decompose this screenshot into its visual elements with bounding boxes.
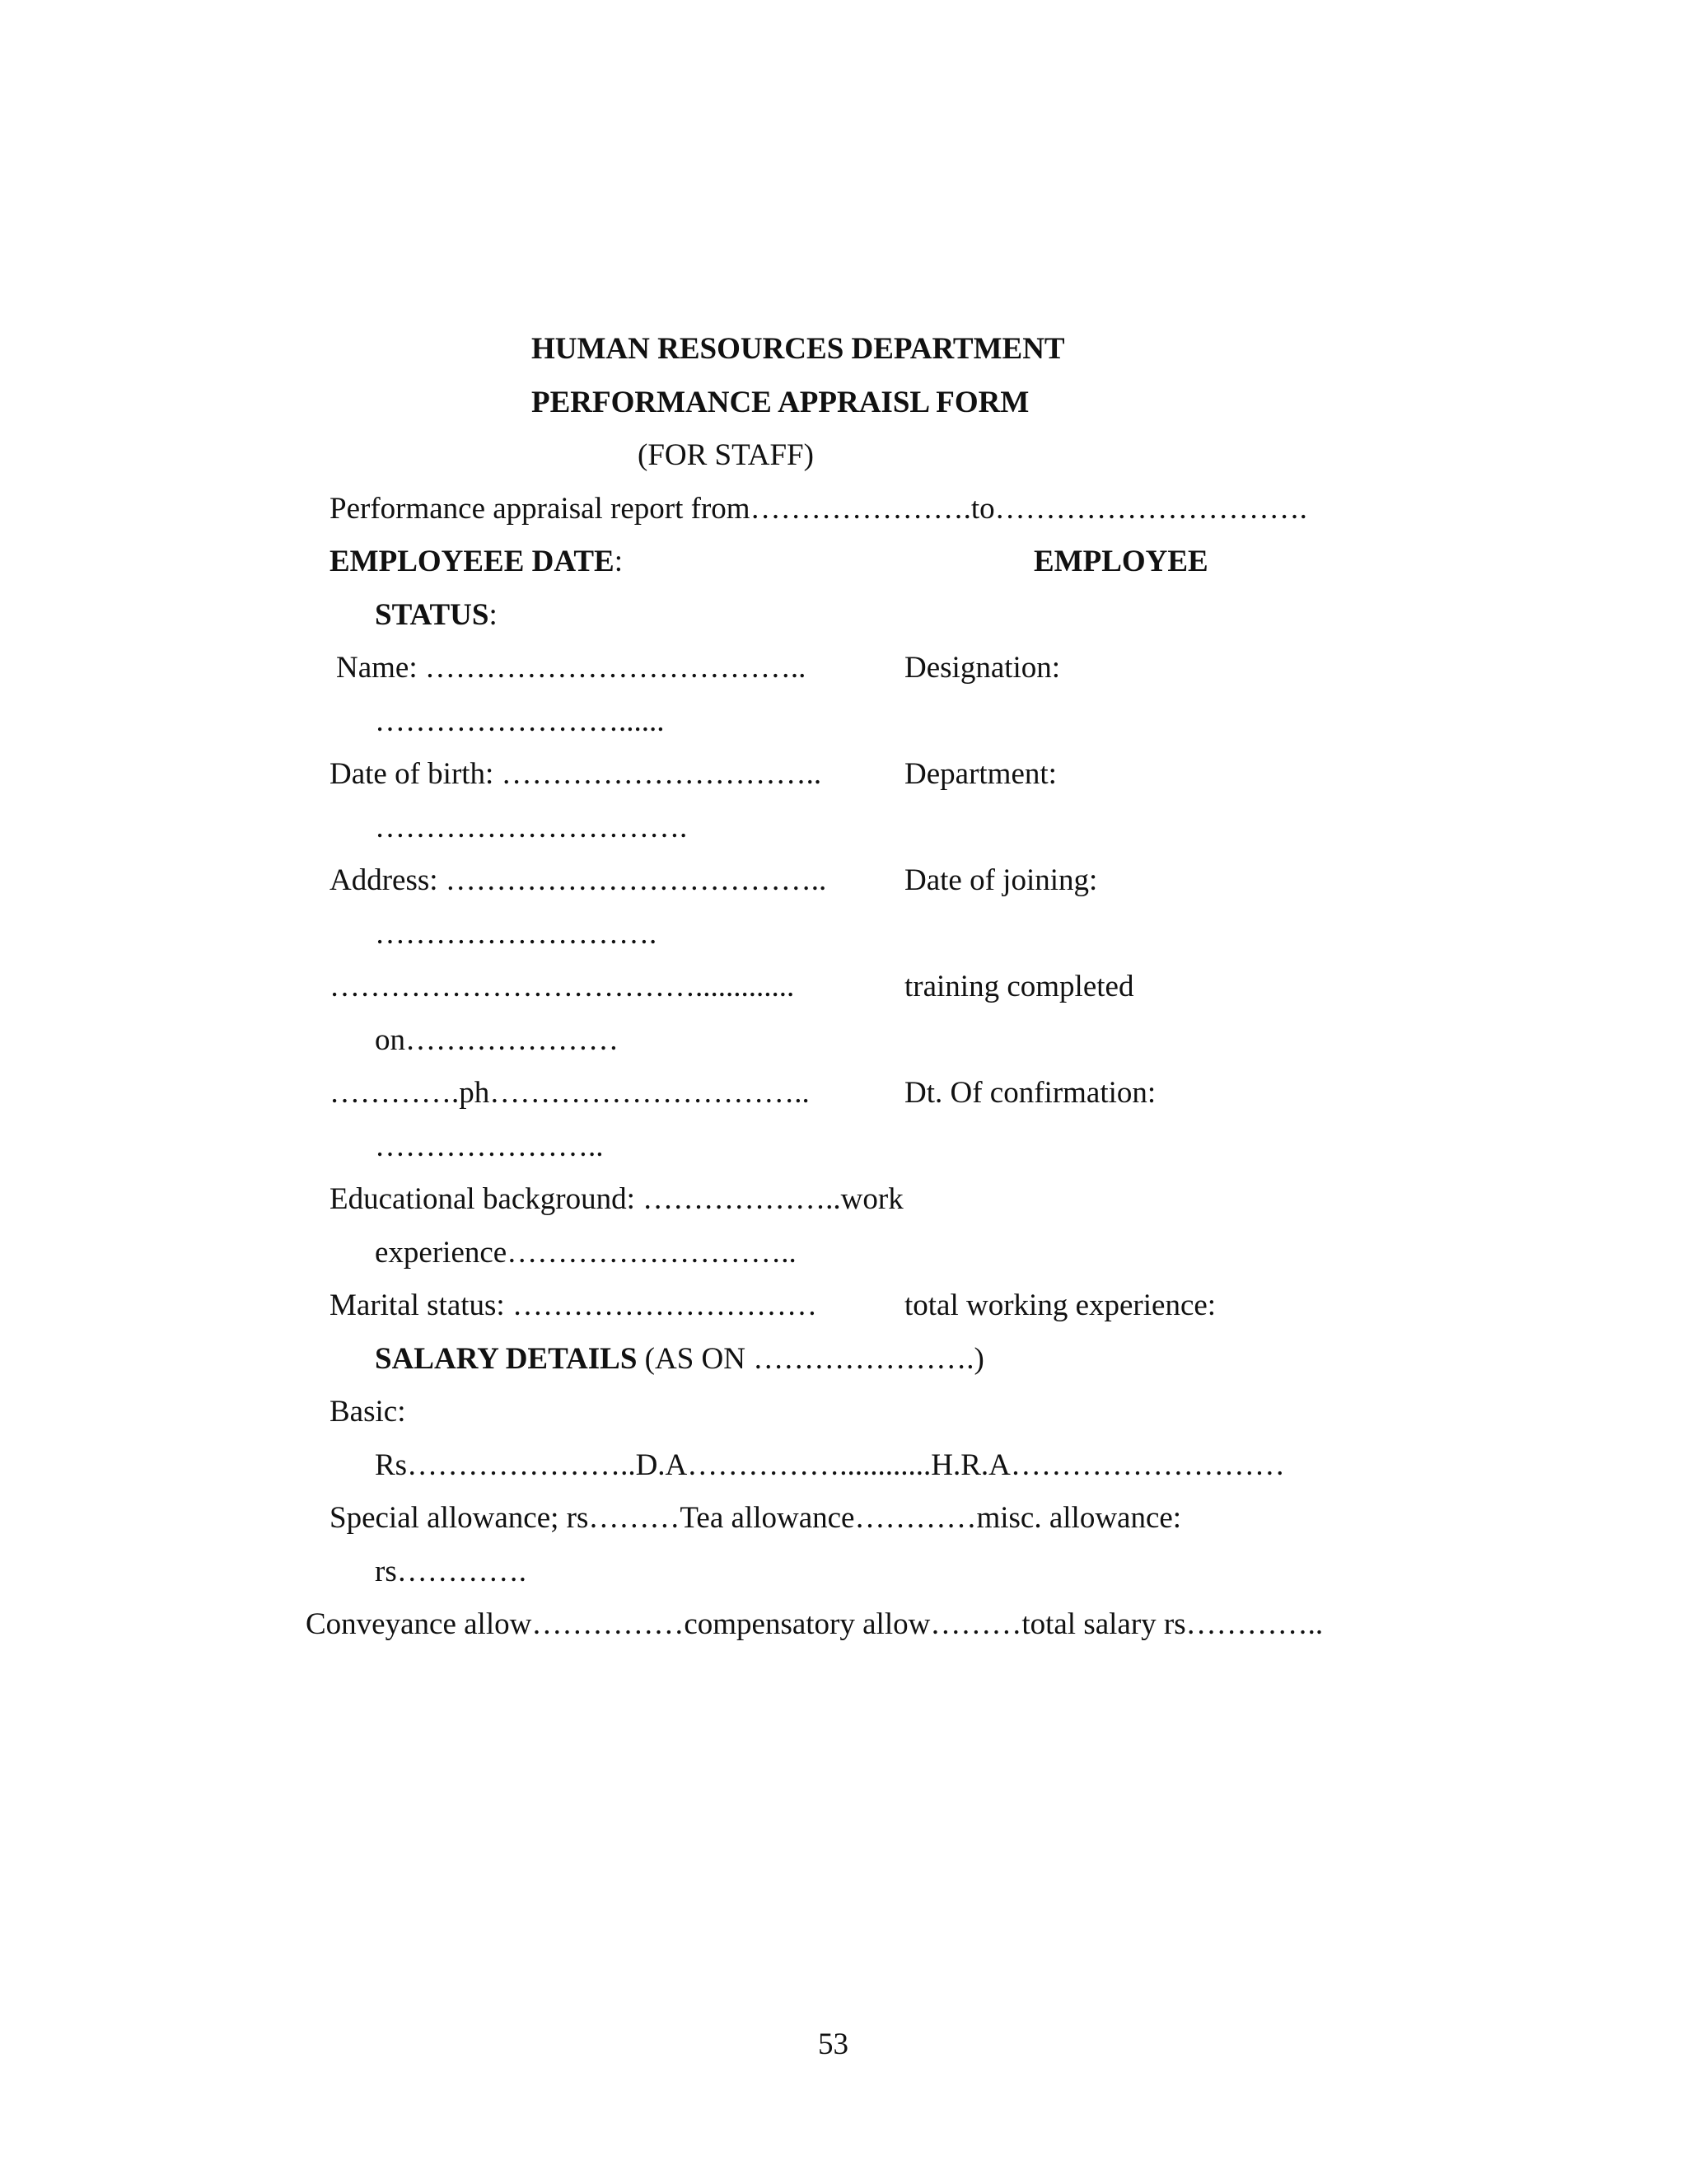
salary-as-on: (AS ON ………………….) [637,1342,984,1376]
address-field: Address: ……………………………….. [329,863,827,897]
training-field-continued: on………………… [375,1023,619,1057]
confirmation-date-field: Dt. Of confirmation: [904,1076,1157,1110]
salary-details-label: SALARY DETAILS [375,1342,638,1376]
name-field-continued: ……………………...... [375,704,665,738]
allowances-line-continued: rs…………. [375,1555,526,1588]
total-experience-field: total working experience: [904,1288,1217,1322]
name-field: Name: ……………………………….. [336,651,806,685]
phone-field-continued: ………………….. [375,1129,604,1163]
training-field: training completed [904,970,1134,1003]
basic-label: Basic: [329,1395,406,1429]
basic-salary-line: Rs…………………..D.A……………............H.R.A……………………… [375,1448,1285,1482]
form-title: PERFORMANCE APPRAISL FORM [531,386,1030,419]
employee-heading: EMPLOYEE [1034,545,1208,578]
address-line-2: ………………………………............. [329,970,795,1003]
education-field: Educational background: ………………..work [329,1182,904,1216]
status-label: STATUS [375,598,489,632]
salary-details-heading [375,1341,984,1377]
dob-field: Date of birth: ………………………….. [329,757,822,791]
conveyance-line: Conveyance allow……………compensatory allow………total salary rs………….. [306,1607,1324,1641]
form-subtitle: (FOR STAFF) [638,438,814,472]
department-heading: HUMAN RESOURCES DEPARTMENT [531,332,1065,366]
employee-date-label: EMPLOYEEE DATE [329,545,615,578]
page-number: 53 [818,2027,848,2061]
phone-field: ………….ph………………………….. [329,1076,810,1110]
dob-field-continued: …………………………. [375,811,688,844]
department-field: Department: [904,757,1057,791]
marital-status-field: Marital status: ………………………… [329,1288,817,1322]
status-colon: : [488,598,498,632]
status-heading [375,597,498,634]
allowances-line: Special allowance; rs………Tea allowance…………misc. allowance: [329,1501,1182,1535]
employee-date-colon: : [614,545,623,578]
work-experience-field: experience……………………….. [375,1236,797,1270]
address-field-continued: ………………………. [375,917,657,951]
designation-field: Designation: [904,651,1061,685]
report-period-line: Performance appraisal report from………………….to…………………………. [329,492,1307,526]
employee-date-heading [329,544,623,580]
date-of-joining-field: Date of joining: [904,863,1098,897]
